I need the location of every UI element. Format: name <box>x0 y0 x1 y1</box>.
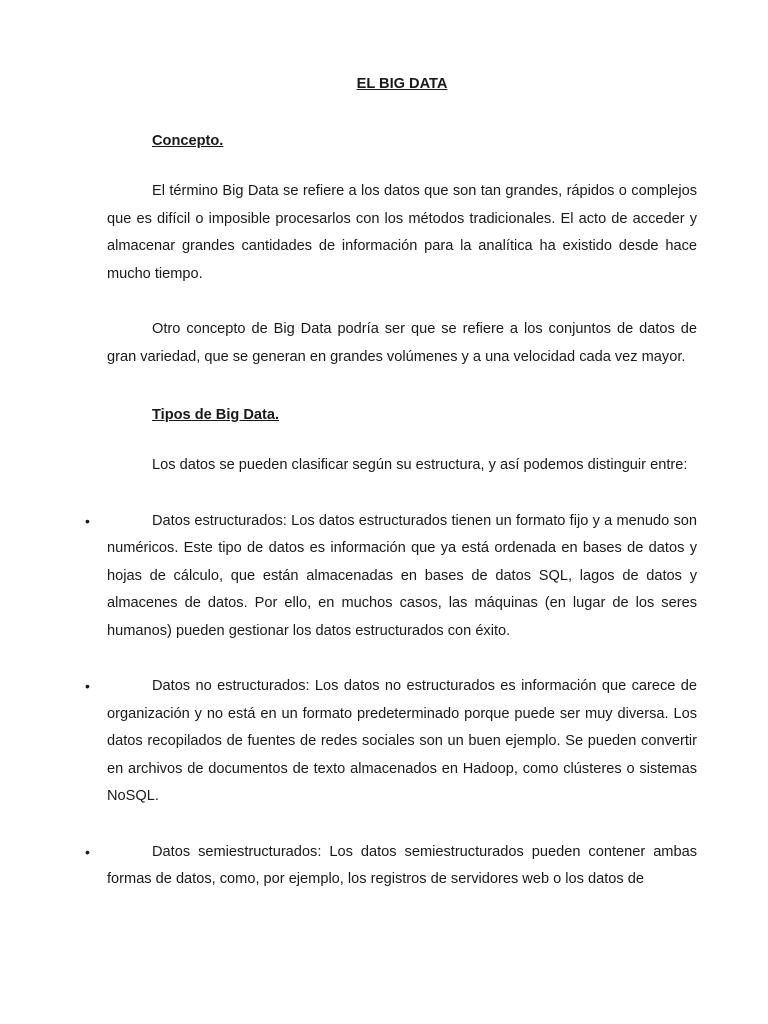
bullet-icon: • <box>85 843 90 860</box>
bullet-text-estructurados: Datos estructurados: Los datos estructurados tienen un formato fijo y a menudo son numéricos. Este tipo de datos es información que ya está ordenada en bases de datos y hojas de cálculo, que están almacenadas en bases de datos SQL, lagos de datos y almacenes de datos. Por ello, en muchos casos, las máquinas (en lugar de los seres humanos) pueden gestionar los datos estructurados con éxito. <box>107 512 697 639</box>
bullet-text-no-estructurados: Datos no estructurados: Los datos no estructurados es información que carece de organización y no está en un formato predeterminado porque puede ser muy diversa. Los datos recopilados de fuentes de redes sociales son un buen ejemplo. Se pueden convertir en archivos de documentos de texto almacenados en Hadoop, como clústeres o sistemas NoSQL. <box>107 678 697 804</box>
bullet-icon: • <box>85 678 90 694</box>
document-title: EL BIG DATA <box>356 76 448 92</box>
bullet-list-tipos <box>85 508 697 894</box>
section-heading-concepto: Concepto. <box>152 133 224 149</box>
list-item <box>85 673 697 811</box>
list-item <box>85 839 697 894</box>
document-body <box>85 74 697 894</box>
bullet-icon: • <box>85 512 90 529</box>
bullet-text-semiestructurados: Datos semiestructurados: Los datos semiestructurados pueden contener ambas formas de datos, como, por ejemplo, los registros de servidores web o los datos de <box>107 843 697 887</box>
paragraph-concepto-1: El término Big Data se refiere a los datos que son tan grandes, rápidos o complejos que es difícil o imposible procesarlos con los métodos tradicionales. El acto de acceder y almacenar grandes cantidades de información para la analítica ha existido desde hace mucho tiempo. <box>107 183 697 282</box>
paragraph-tipos-intro: Los datos se pueden clasificar según su estructura, y así podemos distinguir entre: <box>152 457 688 473</box>
list-item <box>85 508 697 646</box>
paragraph-concepto-2: Otro concepto de Big Data podría ser que se refiere a los conjuntos de datos de gran variedad, que se generan en grandes volúmenes y a una velocidad cada vez mayor. <box>107 321 697 365</box>
section-heading-tipos: Tipos de Big Data. <box>152 407 280 423</box>
